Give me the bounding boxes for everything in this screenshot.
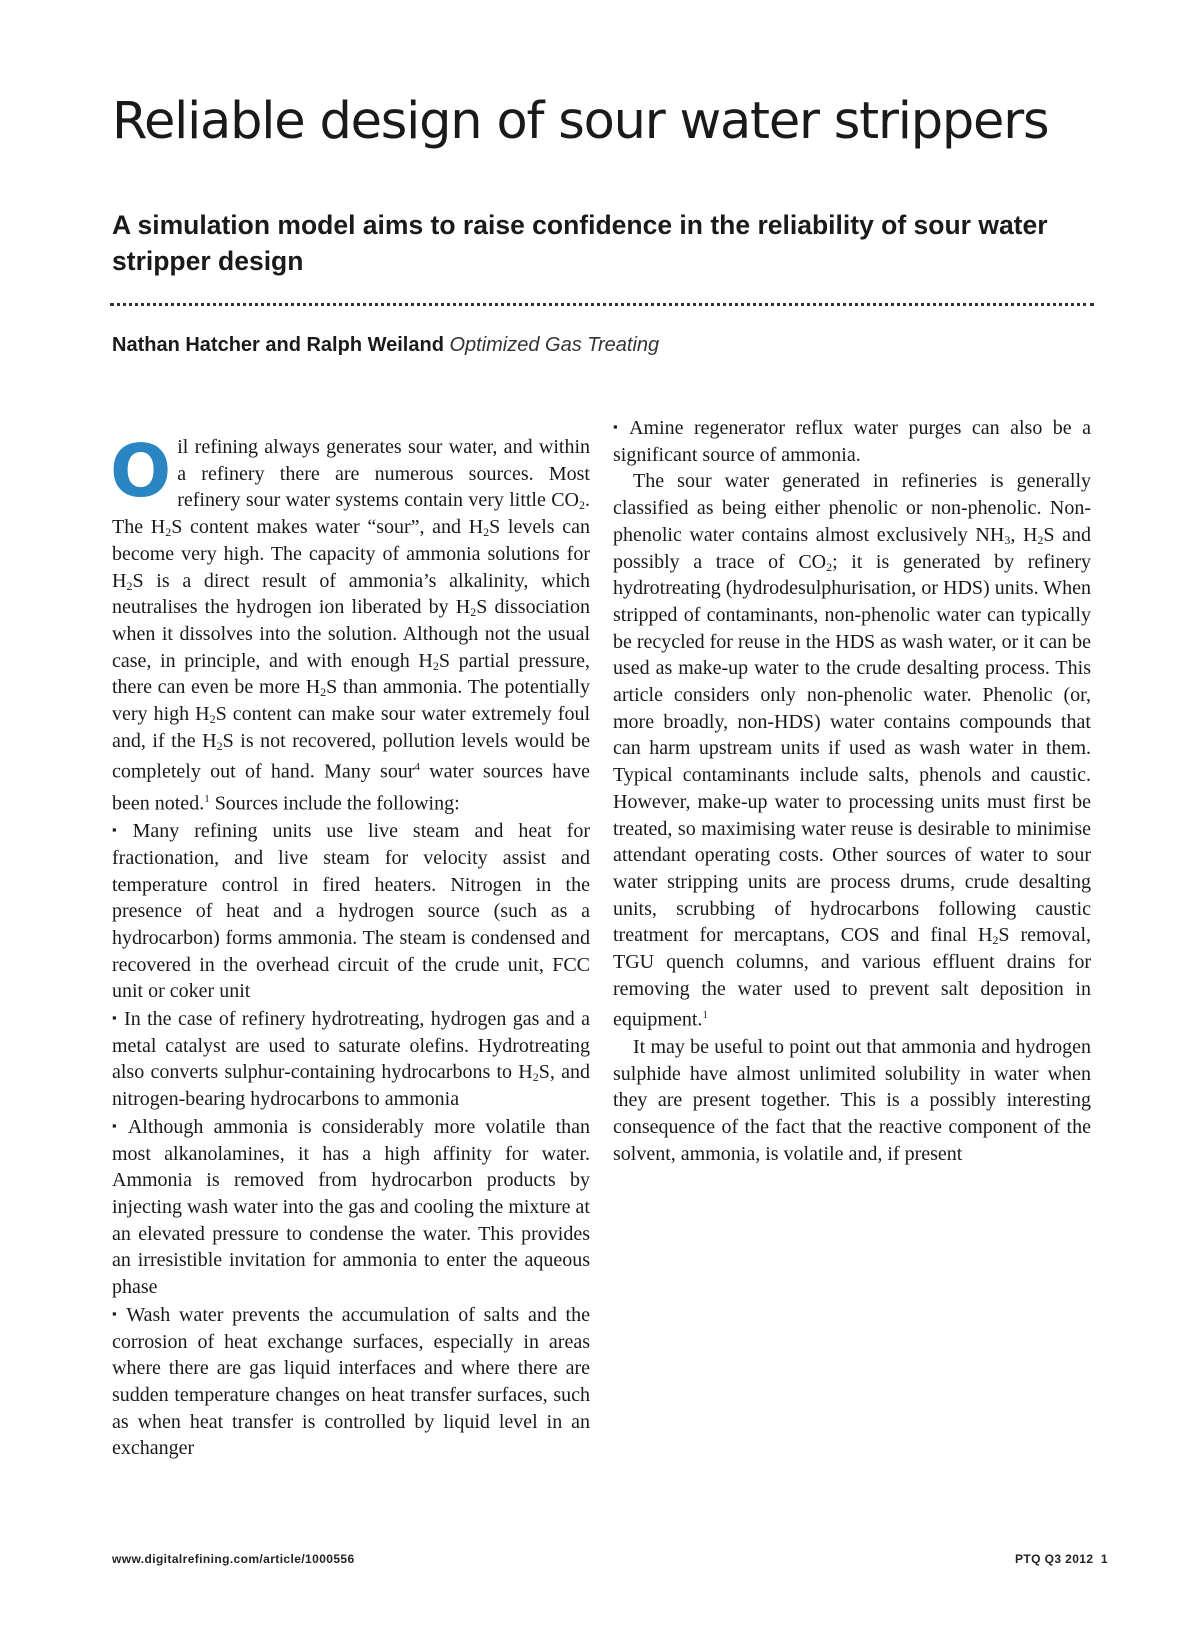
column-left [110, 429, 591, 1462]
bullet-item: ▪ Many refining units use live steam and heat for fractionation, and live steam for velocity assist and temperature control in fired heaters. Nitrogen in the presence of heat and a hydrogen source (such as a hydrocarbon) forms ammonia. The steam is condensed and recovered in the overhead circuit of the crude unit, FCC unit or coker unit [112, 820, 590, 1003]
intro-paragraph: Oil refining always generates sour water, and within a refinery there are numerous sources. Most refinery sour water systems contain very little $CO_2$. The $H_2S$ content makes water “sour”, and $H_2S$ levels can become very high. The capacity of ammonia solutions for $H_2S$ is a direct result of ammonia’s alkalinity, which neutralises the hydrogen ion liberated by $H_2S$ dissociation when it dissolves into the solution. Although not the usual case, in principle, and with enough $H_2S$ partial pressure, there can even be more $H_2S$ than ammonia. The potentially very high $H_2S$ content can make sour water extremely foul and, if the $H_2S$ is not recovered, pollution levels would be completely out of hand. Many sour$^4$ water sources have been noted.$^1$ Sources include the following: [110, 429, 590, 815]
article-subtitle: A simulation model aims to raise confidence in the reliability of sour water stripper design [112, 210, 1048, 276]
page-number: 1 [1100, 1552, 1108, 1566]
authors: Nathan Hatcher and Ralph Weiland [112, 334, 444, 356]
byline [112, 334, 659, 357]
affiliation: Optimized Gas Treating [449, 334, 660, 356]
bullet-item: ▪ Amine regenerator reflux water purges can also be a significant source of ammonia. [613, 417, 1091, 466]
footer-url[interactable]: www.digitalrefining.com/article/1000556 [112, 1552, 355, 1566]
bullet-item: ▪ Wash water prevents the accumulation of salts and the corrosion of heat exchange surfaces, especially in areas where there are gas liquid interfaces and where there are sudden temperature changes on heat transfer surfaces, such as when heat transfer is controlled by liquid level in an exchanger [112, 1303, 590, 1460]
dotted-divider [110, 303, 1094, 306]
drop-cap: O [110, 429, 172, 513]
article-title: Reliable design of sour water strippers [112, 92, 1049, 151]
body-paragraph: The sour water generated in refineries is generally classified as being either phenolic or non-phenolic. Non-phenolic water contains almost exclusively $NH_3$, $H_2S$ and possibly a trace of $CO_2$; it is generated by refinery hydrotreating (hydrodesulphurisation, or HDS) units. When stripped of contaminants, non-phenolic water can typically be recycled for reuse in the HDS as wash water, or it can be used as make-up water to the crude desalting process. This article considers only non-phenolic water. Phenolic (or, more broadly, non-HDS) water contains compounds that can harm upstream units if used as wash water in them. Typical contaminants include salts, phenols and caustic. However, make-up water to processing units must first be treated, so maximising water reuse is desirable to minimise attendant operating costs. Other sources of water to sour water stripping units are process drums, crude desalting units, scrubbing of hydrocarbons following caustic treatment for mercaptans, COS and final $H_2S$ removal, TGU quench columns, and various effluent drains for removing the water used to prevent salt deposition in equipment.$^1$ [613, 470, 1092, 1032]
column-right [613, 414, 1091, 1167]
body-paragraph: It may be useful to point out that ammonia and hydrogen sulphide have almost unlimited solubility in water when they are present together. This is a possibly interesting consequence of the fact that the reactive component of the solvent, ammonia, is volatile and, if present [613, 1035, 1091, 1165]
bullet-item: ▪ In the case of refinery hydrotreating, hydrogen gas and a metal catalyst are used to saturate olefins. Hydrotreating also converts sulphur-containing hydrocarbons to $H_2S$, and nitrogen-bearing hydrocarbons to ammonia [112, 1008, 591, 1111]
footer-issue: PTQ Q3 2012 1 [1015, 1552, 1108, 1566]
bullet-item: ▪ Although ammonia is considerably more volatile than most alkanolamines, it has a high affinity for water. Ammonia is removed from hydrocarbon products by injecting wash water into the gas and cooling the mixture at an elevated pressure to condense the water. This provides an irresistible invitation for ammonia to enter the aqueous phase [112, 1115, 591, 1299]
